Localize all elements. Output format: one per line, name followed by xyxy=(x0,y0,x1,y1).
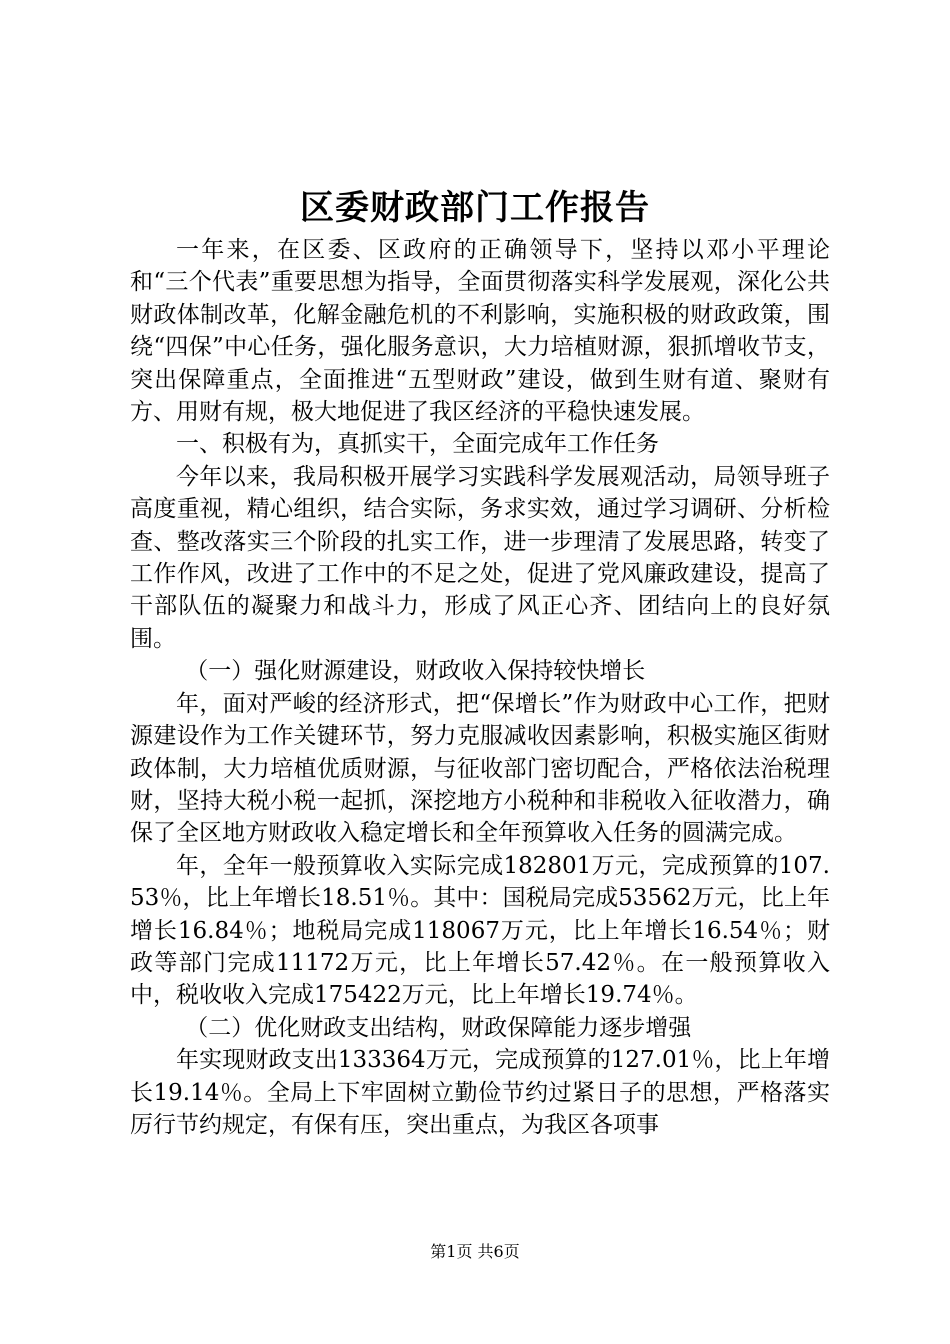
subsection-1-paragraph-1: 年，面对严峻的经济形式，把“保增长”作为财政中心工作，把财源建设作为工作关键环节，努力克服减收因素影响，积极实施区街财政体制，大力培植优质财源，与征收部门密切配合，严格依法治税理财，坚持大税小税一起抓，深挖地方小税种和非税收入征收潜力，确保了全区地方财政收入稳定增长和全年预算收入任务的圆满完成。 xyxy=(130,690,830,847)
section-heading-1: 一、积极有为，真抓实干，全面完成年工作任务 xyxy=(176,431,659,458)
subsection-heading-1: （一）强化财源建设，财政收入保持较快增长 xyxy=(185,658,646,685)
subsection-heading-2: （二）优化财政支出结构，财政保障能力逐步增强 xyxy=(185,1014,692,1041)
intro-paragraph: 一年来，在区委、区政府的正确领导下，坚持以邓小平理论和“三个代表”重要思想为指导，全面贯彻落实科学发展观，深化公共财政体制改革，化解金融危机的不利影响，实施积极的财政政策，围绕“四保”中心任务，强化服务意识，大力培植财源，狠抓增收节支，突出保障重点，全面推进“五型财政”建设，做到生财有道、聚财有方、用财有规，极大地促进了我区经济的平稳快速发展。 xyxy=(130,237,830,426)
subsection-2-paragraph-1: 年实现财政支出133364万元，完成预算的127.01％，比上年增长19.14％。全局上下牢固树立勤俭节约过紧日子的思想，严格落实厉行节约规定，有保有压，突出重点，为我区各项事 xyxy=(130,1047,830,1138)
page-footer: 第1页 共6页 xyxy=(430,1242,520,1261)
section-1-paragraph: 今年以来，我局积极开展学习实践科学发展观活动，局领导班子高度重视，精心组织，结合实际，务求实效，通过学习调研、分析检查、整改落实三个阶段的扎实工作，进一步理清了发展思路，转变了工作作风，改进了工作中的不足之处，促进了党风廉政建设，提高了干部队伍的凝聚力和战斗力，形成了风正心齐、团结向上的良好氛围。 xyxy=(130,463,830,652)
subsection-1-paragraph-2: 年，全年一般预算收入实际完成182801万元，完成预算的107.53％，比上年增长18.51％。其中：国税局完成53562万元，比上年增长16.84％；地税局完成118067万元，比上年增长16.54％；财政等部门完成11172万元，比上年增长57.42％。在一般预算收入中，税收收入完成175422万元，比上年增长19.74％。 xyxy=(130,852,830,1009)
document-body xyxy=(130,234,830,1141)
document-title: 区委财政部门工作报告 xyxy=(300,188,650,228)
